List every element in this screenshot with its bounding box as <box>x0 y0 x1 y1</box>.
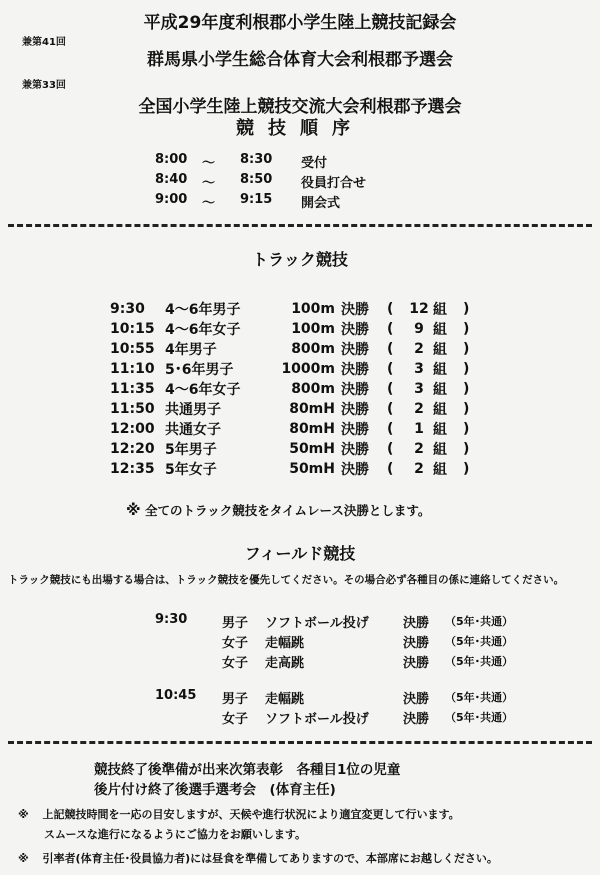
table-row <box>110 379 481 399</box>
track-paren-open: ( <box>387 361 394 377</box>
track-paren-open: ( <box>387 381 394 397</box>
track-time: 11:50 <box>110 401 155 417</box>
footer-note-1b: スムースな進行になるようにご協力をお願いします。 <box>44 828 307 841</box>
field-info: （5年･共通） <box>445 635 514 648</box>
field-info: （5年･共通） <box>445 655 514 668</box>
note-mark: ※ <box>126 501 141 519</box>
track-time: 11:10 <box>110 361 155 377</box>
track-group-unit: 組 <box>433 422 447 438</box>
field-sex: 男子 <box>222 616 249 631</box>
track-group-unit: 組 <box>433 342 447 358</box>
track-group-unit: 組 <box>433 442 447 458</box>
track-group-unit: 組 <box>433 382 447 398</box>
schedule-start: 8:40 <box>155 172 188 187</box>
track-distance: 1000m <box>281 361 335 377</box>
title-record-meet: 平成29年度利根郡小学生陸上競技記録会 <box>143 13 457 33</box>
schedule-sep: 〜 <box>202 196 216 211</box>
track-round: 決勝 <box>341 302 369 318</box>
track-event: 5･6年男子 <box>165 362 234 378</box>
track-distance: 50mH <box>289 461 335 477</box>
field-heading: フィールド競技 <box>244 544 356 563</box>
table-row <box>110 439 481 459</box>
schedule-start: 8:00 <box>155 152 188 167</box>
track-paren-close: ) <box>463 341 470 357</box>
footer-note-2 <box>18 850 498 866</box>
footer-note-2-text: 引率者(体育主任･役員協力者)には昼食を準備してありますので、本部席にお越しください。 <box>42 852 498 865</box>
track-paren-open: ( <box>387 321 394 337</box>
track-event: 共通男子 <box>165 402 221 418</box>
track-round: 決勝 <box>341 442 369 458</box>
schedule-sep: 〜 <box>202 176 216 191</box>
table-row <box>110 419 481 439</box>
track-time: 9:30 <box>110 301 145 317</box>
track-distance: 100m <box>291 321 335 337</box>
field-event: ソフトボール投げ <box>265 616 369 631</box>
track-paren-open: ( <box>387 461 394 477</box>
track-time: 11:35 <box>110 381 155 397</box>
track-distance: 50mH <box>289 441 335 457</box>
track-time: 12:35 <box>110 461 155 477</box>
track-event: 4〜6年女子 <box>165 322 241 338</box>
track-round: 決勝 <box>341 422 369 438</box>
track-event: 共通女子 <box>165 422 221 438</box>
track-group-count: 2 <box>414 401 424 417</box>
field-event: 走幅跳 <box>265 692 305 707</box>
field-note: トラック競技にも出場する場合は、トラック競技を優先してください。その場合必ず各種目の係に連絡してください。 <box>8 574 565 586</box>
track-paren-close: ) <box>463 441 470 457</box>
table-row <box>110 339 481 359</box>
track-schedule-table <box>110 299 481 479</box>
track-group-unit: 組 <box>433 402 447 418</box>
schedule-start: 9:00 <box>155 192 188 207</box>
field-sex: 女子 <box>222 656 249 671</box>
dashed-divider <box>8 741 592 744</box>
track-event: 5年男子 <box>165 442 217 458</box>
field-round: 決勝 <box>403 712 430 727</box>
schedule-end: 8:50 <box>240 172 273 187</box>
track-paren-close: ) <box>463 381 470 397</box>
track-group-count: 1 <box>414 421 424 437</box>
field-event: ソフトボール投げ <box>265 712 369 727</box>
field-info: （5年･共通） <box>445 615 514 628</box>
table-row <box>110 319 481 339</box>
track-paren-close: ) <box>463 301 470 317</box>
track-round: 決勝 <box>341 322 369 338</box>
field-event: 走高跳 <box>265 656 305 671</box>
track-round: 決勝 <box>341 382 369 398</box>
track-paren-close: ) <box>463 361 470 377</box>
track-paren-open: ( <box>387 441 394 457</box>
field-round: 決勝 <box>403 616 430 631</box>
track-distance: 800m <box>291 381 335 397</box>
footer-note-1-text: 上記競技時間を一応の目安しますが、天候や進行状況により適宜変更して行います。 <box>42 808 460 821</box>
field-sex: 男子 <box>222 692 249 707</box>
field-event: 走幅跳 <box>265 636 305 651</box>
field-round: 決勝 <box>403 636 430 651</box>
field-sex: 女子 <box>222 636 249 651</box>
schedule-end: 9:15 <box>240 192 273 207</box>
track-group-count: 12 <box>409 301 429 317</box>
field-round: 決勝 <box>403 692 430 707</box>
footer-note-1 <box>18 806 460 822</box>
track-group-unit: 組 <box>433 322 447 338</box>
track-event: 4〜6年女子 <box>165 382 241 398</box>
kennen-33: 兼第33回 <box>22 80 66 91</box>
track-distance: 800m <box>291 341 335 357</box>
track-paren-close: ) <box>463 461 470 477</box>
track-paren-open: ( <box>387 401 394 417</box>
footer-award-line: 競技終了後準備が出来次第表彰 各種目1位の児童 <box>94 762 401 778</box>
field-info: （5年･共通） <box>445 691 514 704</box>
track-group-count: 2 <box>414 461 424 477</box>
schedule-end: 8:30 <box>240 152 273 167</box>
track-event: 5年女子 <box>165 462 217 478</box>
note-mark: ※ <box>18 852 29 865</box>
track-event: 4〜6年男子 <box>165 302 241 318</box>
table-row <box>110 399 481 419</box>
track-round: 決勝 <box>341 362 369 378</box>
track-note-text: 全てのトラック競技をタイムレース決勝とします。 <box>144 503 431 518</box>
track-distance: 80mH <box>289 421 335 437</box>
schedule-item: 受付 <box>301 156 328 171</box>
track-round: 決勝 <box>341 342 369 358</box>
track-heading: トラック競技 <box>252 250 348 269</box>
track-paren-open: ( <box>387 341 394 357</box>
track-time: 10:15 <box>110 321 155 337</box>
footer-selection-line: 後片付け終了後選手選考会 (体育主任) <box>94 782 336 798</box>
track-round: 決勝 <box>341 402 369 418</box>
table-row <box>110 359 481 379</box>
track-time: 12:20 <box>110 441 155 457</box>
track-distance: 80mH <box>289 401 335 417</box>
track-event: 4年男子 <box>165 342 217 358</box>
track-group-count: 3 <box>414 361 424 377</box>
note-mark: ※ <box>18 808 29 821</box>
kennen-41: 兼第41回 <box>22 37 66 48</box>
track-time: 12:00 <box>110 421 155 437</box>
dashed-divider <box>8 224 592 227</box>
track-group-count: 2 <box>414 441 424 457</box>
schedule-sep: 〜 <box>202 156 216 171</box>
track-group-count: 3 <box>414 381 424 397</box>
track-paren-open: ( <box>387 301 394 317</box>
schedule-item: 役員打合せ <box>301 176 367 191</box>
title-event-order: 競技順序 <box>236 118 364 139</box>
track-round: 決勝 <box>341 462 369 478</box>
track-group-count: 9 <box>414 321 424 337</box>
title-gunma-qualifier: 群馬県小学生総合体育大会利根郡予選会 <box>147 50 453 70</box>
track-paren-close: ) <box>463 321 470 337</box>
field-info: （5年･共通） <box>445 711 514 724</box>
field-time: 10:45 <box>155 688 197 703</box>
track-group-unit: 組 <box>433 302 447 318</box>
table-row <box>110 299 481 319</box>
track-paren-open: ( <box>387 421 394 437</box>
title-national-qualifier: 全国小学生陸上競技交流大会利根郡予選会 <box>138 97 462 117</box>
table-row <box>110 459 481 479</box>
track-group-unit: 組 <box>433 462 447 478</box>
track-group-unit: 組 <box>433 362 447 378</box>
track-time: 10:55 <box>110 341 155 357</box>
field-time: 9:30 <box>155 612 188 627</box>
track-group-count: 2 <box>414 341 424 357</box>
schedule-item: 開会式 <box>301 196 341 211</box>
track-distance: 100m <box>291 301 335 317</box>
field-sex: 女子 <box>222 712 249 727</box>
track-paren-close: ) <box>463 401 470 417</box>
track-paren-close: ) <box>463 421 470 437</box>
field-round: 決勝 <box>403 656 430 671</box>
track-note <box>126 501 430 519</box>
